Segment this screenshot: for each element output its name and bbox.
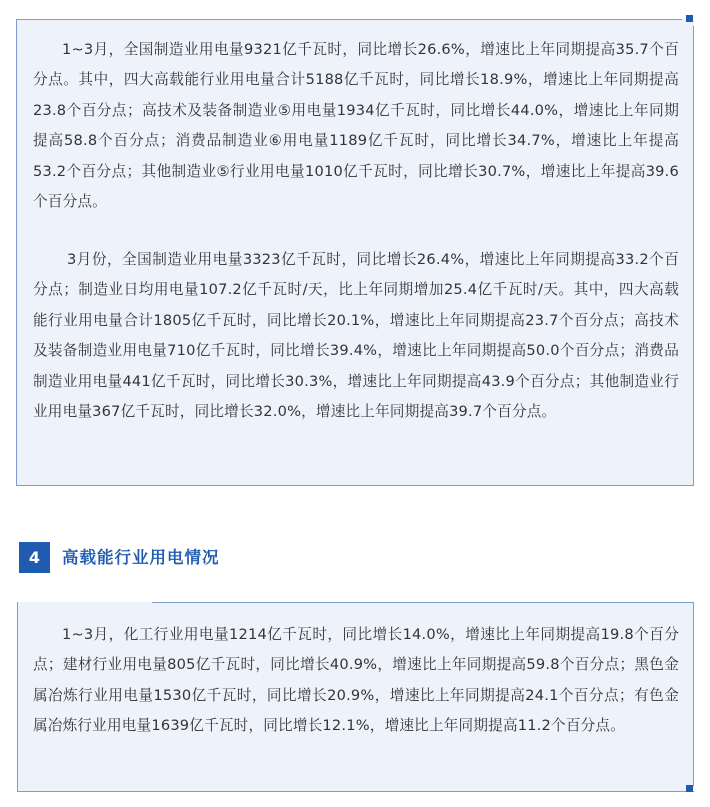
panel-right-border [693, 602, 694, 786]
panel-top-border [152, 602, 694, 603]
panel-right-border [693, 26, 694, 486]
panel-top-border [16, 19, 682, 20]
section-number-badge: 4 [19, 542, 50, 573]
panel-bottom-border [17, 791, 694, 792]
corner-square-decoration [686, 15, 693, 22]
high-energy-q1-paragraph: 1~3月，化工行业用电量1214亿千瓦时，同比增长14.0%，增速比上年同期提高19.8个百分点；建材行业用电量805亿千瓦时，同比增长40.9%，增速比上年同期提高59.8个百分点；黑色金属冶炼行业用电量1530亿千瓦时，同比增长20.9%，增速比上年同期提高24.1个百分点；有色金属冶炼行业用电量1639亿千瓦时，同比增长12.1%，增速比上年同期提高11.2个百分点。 [33, 626, 679, 735]
corner-square-decoration [686, 785, 693, 792]
manufacturing-march-paragraph: 3月份，全国制造业用电量3323亿千瓦时，同比增长26.4%，增速比上年同期提高33.2个百分点；制造业日均用电量107.2亿千瓦时/天，比上年同期增加25.4亿千瓦时/天。其中，四大高载能行业用电量合计1805亿千瓦时，同比增长20.1%，增速比上年同期提高23.7个百分点；高技术及装备制造业用电量710亿千瓦时，同比增长39.4%，增速比上年同期提高50.0个百分点；消费品制造业用电量441亿千瓦时，同比增长30.3%，增速比上年同期提高43.9个百分点；其他制造业行业用电量367亿千瓦时，同比增长32.0%，增速比上年同期提高39.7个百分点。 [33, 251, 679, 421]
section-heading: 高载能行业用电情况 [62, 548, 220, 567]
manufacturing-q1-paragraph: 1~3月，全国制造业用电量9321亿千瓦时，同比增长26.6%，增速比上年同期提高35.7个百分点。其中，四大高载能行业用电量合计5188亿千瓦时，同比增长18.9%，增速比上年同期提高23.8个百分点；高技术及装备制造业⑤用电量1934亿千瓦时，同比增长44.0%，增速比上年同期提高58.8个百分点；消费品制造业⑥用电量1189亿千瓦时，同比增长34.7%，增速比上年提高53.2个百分点；其他制造业⑤行业用电量1010亿千瓦时，同比增长30.7%，增速比上年提高39.6个百分点。 [33, 41, 679, 211]
panel-left-border [17, 602, 18, 792]
